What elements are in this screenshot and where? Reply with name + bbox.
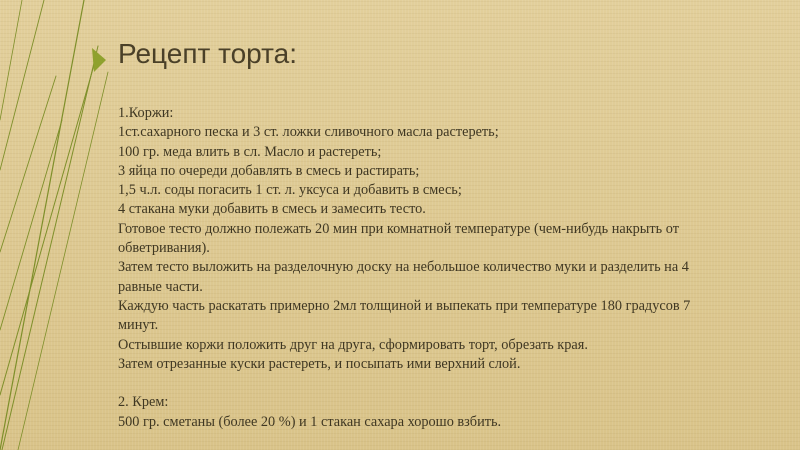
recipe-line: 1.Коржи: [118, 105, 174, 121]
blank-line [118, 374, 698, 393]
recipe-line: Каждую часть раскатать примерно 2мл толщиной и выпекать при температуре 180 градусов 7 минут. [118, 297, 691, 334]
slide-body [118, 104, 698, 432]
recipe-line: 4 стакана муки добавить в смесь и замесить тесто. [118, 201, 426, 218]
recipe-line: Готовое тесто должно полежать 20 мин при комнатной температуре (чем-нибудь накрыть от обветривания). [118, 220, 679, 257]
decor-line-4 [0, 120, 62, 330]
recipe-line: 100 гр. меда влить в сл. Масло и растереть; [118, 143, 382, 160]
recipe-line: 500 гр. сметаны (более 20 %) и 1 стакан сахара хорошо взбить. [118, 413, 502, 430]
left-decoration [0, 0, 130, 450]
slide-title: Рецепт торта: [118, 38, 297, 69]
decor-line-5 [0, 76, 56, 252]
recipe-line: Затем отрезанные куски растереть, и посыпать ими верхний слой. [118, 355, 521, 372]
recipe-line: 1,5 ч.л. соды погасить 1 ст. л. уксуса и добавить в смесь; [118, 182, 462, 199]
decor-line-3 [0, 58, 96, 395]
recipe-line: 2. Крем: [118, 394, 169, 411]
recipe-line: Остывшие коржи положить друг на друга, сформировать торт, обрезать края. [118, 336, 588, 353]
decor-line-8 [0, 0, 22, 120]
recipe-line: 1ст.сахарного песка и 3 ст. ложки сливочного масла растереть; [118, 124, 499, 141]
recipe-line: 3 яйца по очереди добавлять в смесь и растирать; [118, 162, 420, 179]
arrow-head-icon [92, 48, 106, 72]
recipe-line: Затем тесто выложить на разделочную доску на небольшое количество муки и разделить на 4 равные части. [118, 259, 689, 295]
decor-line-7 [18, 72, 108, 450]
